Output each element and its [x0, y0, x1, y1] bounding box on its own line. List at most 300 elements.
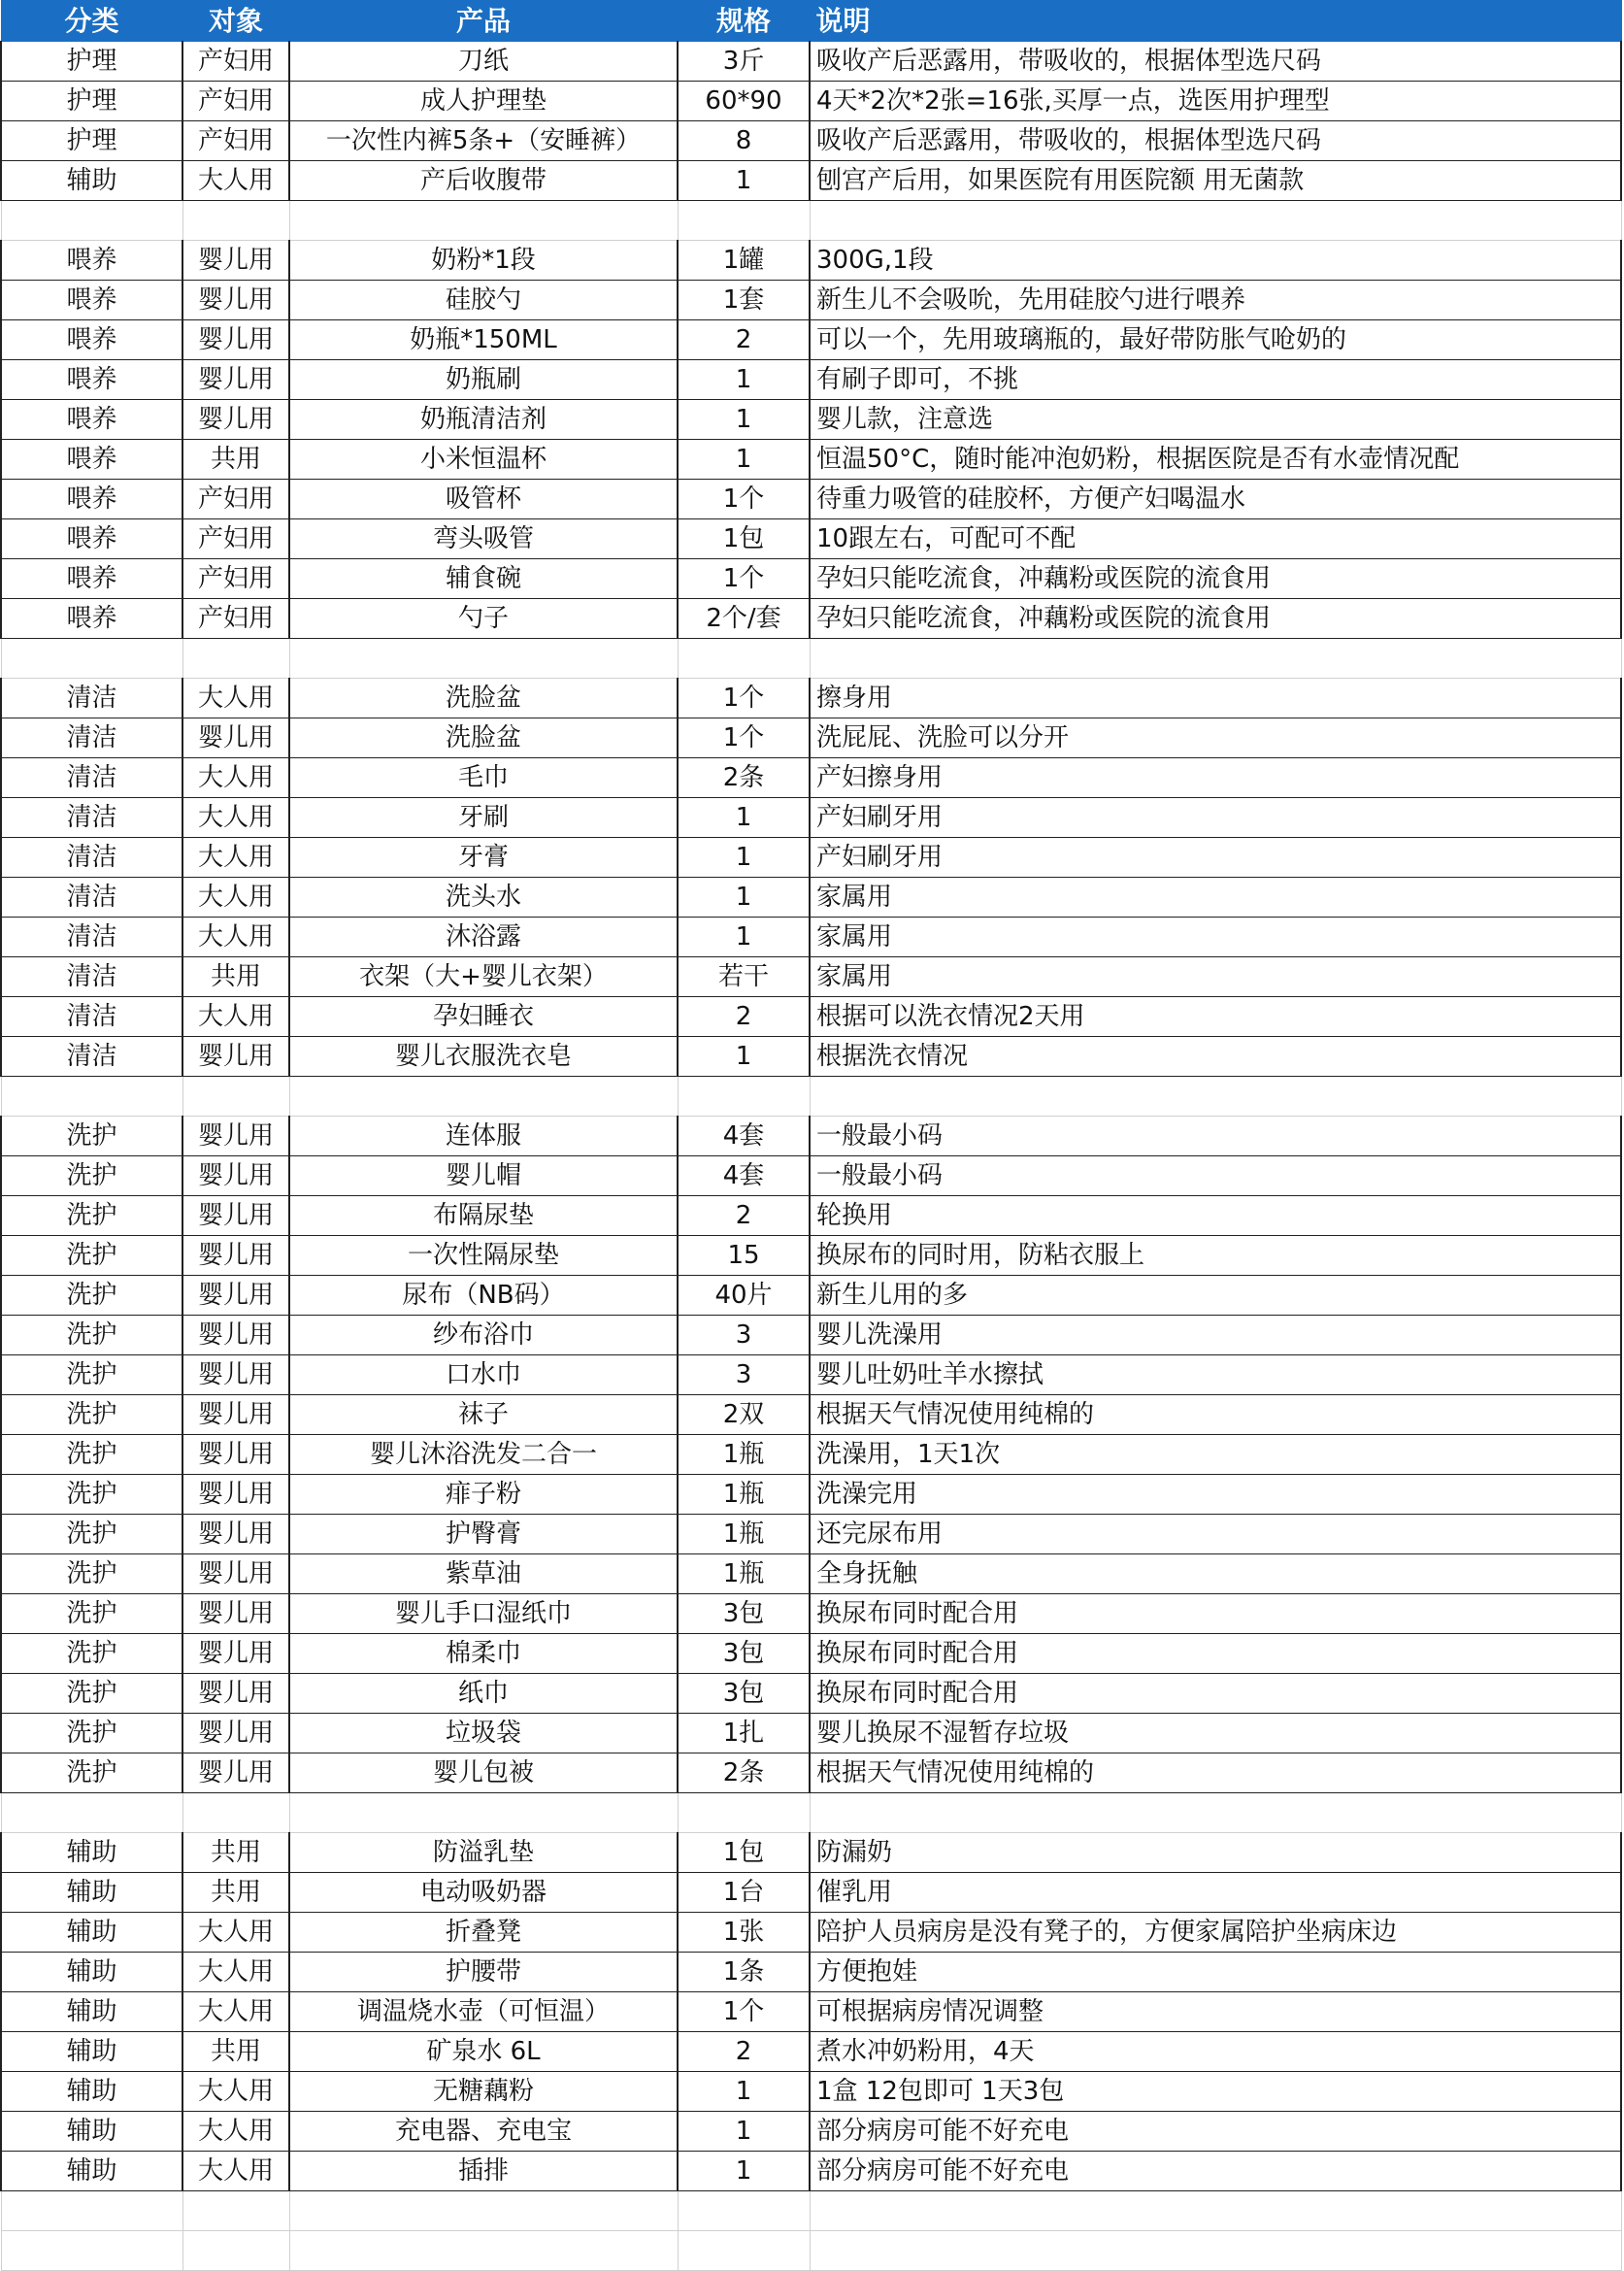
cell-product[interactable]: 衣架（大+婴儿衣架） [289, 957, 678, 997]
cell-spec[interactable]: 1条 [678, 1953, 810, 1992]
cell-product[interactable]: 护臀膏 [289, 1515, 678, 1554]
cell-description[interactable]: 还完尿布用 [810, 1515, 1621, 1554]
empty-cell[interactable] [182, 2191, 289, 2231]
cell-spec[interactable]: 1 [678, 918, 810, 957]
cell-product[interactable]: 奶瓶刷 [289, 360, 678, 400]
cell-category[interactable]: 洗护 [1, 1554, 182, 1594]
empty-cell[interactable] [678, 1077, 810, 1117]
cell-category[interactable]: 辅助 [1, 1833, 182, 1873]
cell-description[interactable]: 根据可以洗衣情况2天用 [810, 997, 1621, 1037]
cell-target[interactable]: 婴儿用 [182, 1276, 289, 1316]
cell-spec[interactable]: 2 [678, 2032, 810, 2072]
empty-cell[interactable] [182, 2231, 289, 2271]
cell-spec[interactable]: 1套 [678, 281, 810, 320]
cell-target[interactable]: 大人用 [182, 1953, 289, 1992]
cell-spec[interactable]: 3包 [678, 1594, 810, 1634]
cell-category[interactable]: 洗护 [1, 1753, 182, 1793]
cell-description[interactable]: 一般最小码 [810, 1156, 1621, 1196]
cell-target[interactable]: 大人用 [182, 838, 289, 878]
cell-description[interactable]: 换尿布同时配合用 [810, 1674, 1621, 1714]
cell-product[interactable]: 刀纸 [289, 42, 678, 82]
cell-target[interactable]: 产妇用 [182, 599, 289, 639]
cell-spec[interactable]: 1包 [678, 1833, 810, 1873]
cell-category[interactable]: 洗护 [1, 1594, 182, 1634]
cell-description[interactable]: 新生儿用的多 [810, 1276, 1621, 1316]
cell-category[interactable]: 洗护 [1, 1156, 182, 1196]
cell-product[interactable]: 折叠凳 [289, 1913, 678, 1953]
cell-target[interactable]: 产妇用 [182, 480, 289, 519]
cell-category[interactable]: 护理 [1, 82, 182, 121]
cell-target[interactable]: 婴儿用 [182, 1554, 289, 1594]
cell-product[interactable]: 口水巾 [289, 1355, 678, 1395]
cell-spec[interactable]: 40片 [678, 1276, 810, 1316]
cell-description[interactable]: 吸收产后恶露用，带吸收的，根据体型选尺码 [810, 42, 1621, 82]
cell-product[interactable]: 一次性内裤5条+（安睡裤） [289, 121, 678, 161]
cell-description[interactable]: 家属用 [810, 918, 1621, 957]
cell-category[interactable]: 喂养 [1, 320, 182, 360]
cell-spec[interactable]: 3 [678, 1316, 810, 1355]
cell-product[interactable]: 勺子 [289, 599, 678, 639]
cell-category[interactable]: 辅助 [1, 161, 182, 201]
cell-product[interactable]: 电动吸奶器 [289, 1873, 678, 1913]
cell-target[interactable]: 共用 [182, 440, 289, 480]
cell-category[interactable]: 洗护 [1, 1674, 182, 1714]
cell-category[interactable]: 护理 [1, 42, 182, 82]
table-row [1, 1634, 1621, 1674]
header-spec[interactable]: 规格 [678, 1, 810, 42]
cell-description[interactable]: 婴儿款，注意选 [810, 400, 1621, 440]
table-row [1, 1395, 1621, 1435]
empty-cell[interactable] [810, 1077, 1621, 1117]
cell-category[interactable]: 洗护 [1, 1276, 182, 1316]
cell-product[interactable]: 孕妇睡衣 [289, 997, 678, 1037]
empty-cell[interactable] [678, 2231, 810, 2271]
cell-category[interactable]: 清洁 [1, 838, 182, 878]
cell-product[interactable]: 小米恒温杯 [289, 440, 678, 480]
empty-cell[interactable] [182, 1793, 289, 1833]
cell-category[interactable]: 清洁 [1, 878, 182, 918]
cell-product[interactable]: 纱布浴巾 [289, 1316, 678, 1355]
cell-spec[interactable]: 1扎 [678, 1714, 810, 1753]
cell-spec[interactable]: 8 [678, 121, 810, 161]
table-row [1, 2112, 1621, 2152]
cell-target[interactable]: 婴儿用 [182, 1316, 289, 1355]
cell-spec[interactable]: 4套 [678, 1156, 810, 1196]
cell-description[interactable]: 煮水冲奶粉用，4天 [810, 2032, 1621, 2072]
cell-target[interactable]: 大人用 [182, 918, 289, 957]
cell-product[interactable]: 无糖藕粉 [289, 2072, 678, 2112]
cell-category[interactable]: 辅助 [1, 2072, 182, 2112]
cell-category[interactable]: 护理 [1, 121, 182, 161]
cell-product[interactable]: 调温烧水壶（可恒温） [289, 1992, 678, 2032]
cell-target[interactable]: 婴儿用 [182, 718, 289, 758]
cell-product[interactable]: 吸管杯 [289, 480, 678, 519]
cell-category[interactable]: 洗护 [1, 1395, 182, 1435]
header-category[interactable]: 分类 [1, 1, 182, 42]
cell-spec[interactable]: 3包 [678, 1634, 810, 1674]
cell-description[interactable]: 产妇刷牙用 [810, 838, 1621, 878]
cell-target[interactable]: 产妇用 [182, 519, 289, 559]
cell-description[interactable]: 换尿布同时配合用 [810, 1634, 1621, 1674]
cell-target[interactable]: 婴儿用 [182, 400, 289, 440]
cell-target[interactable]: 共用 [182, 2032, 289, 2072]
cell-category[interactable]: 喂养 [1, 480, 182, 519]
cell-spec[interactable]: 2 [678, 1196, 810, 1236]
cell-description[interactable]: 家属用 [810, 957, 1621, 997]
cell-description[interactable]: 产妇擦身用 [810, 758, 1621, 798]
cell-spec[interactable]: 3包 [678, 1674, 810, 1714]
table-body [1, 42, 1621, 2271]
cell-spec[interactable]: 1 [678, 2112, 810, 2152]
cell-category[interactable]: 洗护 [1, 1475, 182, 1515]
cell-category[interactable]: 清洁 [1, 1037, 182, 1077]
table-row [1, 1475, 1621, 1515]
cell-description[interactable]: 300G,1段 [810, 241, 1621, 281]
cell-target[interactable]: 婴儿用 [182, 1674, 289, 1714]
cell-product[interactable]: 痱子粉 [289, 1475, 678, 1515]
table-row [1, 599, 1621, 639]
cell-description[interactable]: 家属用 [810, 878, 1621, 918]
empty-cell[interactable] [289, 1077, 678, 1117]
cell-spec[interactable]: 1台 [678, 1873, 810, 1913]
cell-target[interactable]: 婴儿用 [182, 241, 289, 281]
cell-description[interactable]: 全身抚触 [810, 1554, 1621, 1594]
cell-description[interactable]: 新生儿不会吸吮，先用硅胶勺进行喂养 [810, 281, 1621, 320]
cell-product[interactable]: 尿布（NB码） [289, 1276, 678, 1316]
cell-product[interactable]: 布隔尿垫 [289, 1196, 678, 1236]
cell-target[interactable]: 婴儿用 [182, 1714, 289, 1753]
cell-description[interactable]: 4天*2次*2张=16张,买厚一点，选医用护理型 [810, 82, 1621, 121]
cell-target[interactable]: 大人用 [182, 878, 289, 918]
empty-cell[interactable] [182, 1077, 289, 1117]
cell-product[interactable]: 婴儿沐浴洗发二合一 [289, 1435, 678, 1475]
table-row [1, 2152, 1621, 2191]
cell-category[interactable]: 辅助 [1, 2032, 182, 2072]
cell-product[interactable]: 洗脸盆 [289, 718, 678, 758]
cell-product[interactable]: 辅食碗 [289, 559, 678, 599]
cell-category[interactable]: 喂养 [1, 281, 182, 320]
cell-spec[interactable]: 60*90 [678, 82, 810, 121]
cell-target[interactable]: 婴儿用 [182, 1475, 289, 1515]
cell-category[interactable]: 洗护 [1, 1634, 182, 1674]
cell-category[interactable]: 洗护 [1, 1196, 182, 1236]
cell-product[interactable]: 奶粉*1段 [289, 241, 678, 281]
cell-category[interactable]: 清洁 [1, 679, 182, 718]
cell-product[interactable]: 垃圾袋 [289, 1714, 678, 1753]
empty-cell[interactable] [289, 1793, 678, 1833]
cell-category[interactable]: 喂养 [1, 440, 182, 480]
cell-category[interactable]: 洗护 [1, 1355, 182, 1395]
cell-target[interactable]: 大人用 [182, 1913, 289, 1953]
cell-description[interactable]: 可以一个，先用玻璃瓶的，最好带防胀气呛奶的 [810, 320, 1621, 360]
cell-spec[interactable]: 2 [678, 320, 810, 360]
cell-target[interactable]: 大人用 [182, 161, 289, 201]
cell-category[interactable]: 清洁 [1, 997, 182, 1037]
cell-category[interactable]: 喂养 [1, 519, 182, 559]
cell-category[interactable]: 喂养 [1, 400, 182, 440]
cell-product[interactable]: 充电器、充电宝 [289, 2112, 678, 2152]
cell-category[interactable]: 辅助 [1, 1913, 182, 1953]
cell-target[interactable]: 婴儿用 [182, 1156, 289, 1196]
cell-spec[interactable]: 2 [678, 997, 810, 1037]
cell-description[interactable]: 孕妇只能吃流食，冲藕粉或医院的流食用 [810, 599, 1621, 639]
cell-description[interactable]: 洗屁屁、洗脸可以分开 [810, 718, 1621, 758]
cell-description[interactable]: 孕妇只能吃流食，冲藕粉或医院的流食用 [810, 559, 1621, 599]
cell-description[interactable]: 产妇刷牙用 [810, 798, 1621, 838]
cell-product[interactable]: 沐浴露 [289, 918, 678, 957]
cell-spec[interactable]: 1瓶 [678, 1475, 810, 1515]
cell-category[interactable]: 喂养 [1, 360, 182, 400]
cell-target[interactable]: 婴儿用 [182, 1395, 289, 1435]
cell-spec[interactable]: 1 [678, 360, 810, 400]
cell-category[interactable]: 辅助 [1, 1992, 182, 2032]
cell-category[interactable]: 洗护 [1, 1714, 182, 1753]
cell-description[interactable]: 吸收产后恶露用，带吸收的，根据体型选尺码 [810, 121, 1621, 161]
cell-description[interactable]: 根据天气情况使用纯棉的 [810, 1395, 1621, 1435]
cell-spec[interactable]: 1 [678, 161, 810, 201]
empty-cell[interactable] [1, 1077, 182, 1117]
cell-spec[interactable]: 1个 [678, 1992, 810, 2032]
cell-product[interactable]: 硅胶勺 [289, 281, 678, 320]
cell-category[interactable]: 洗护 [1, 1515, 182, 1554]
cell-product[interactable]: 牙膏 [289, 838, 678, 878]
table-row [1, 918, 1621, 957]
empty-cell[interactable] [678, 639, 810, 679]
cell-product[interactable]: 牙刷 [289, 798, 678, 838]
empty-cell[interactable] [1, 2231, 182, 2271]
cell-product[interactable]: 奶瓶清洁剂 [289, 400, 678, 440]
cell-target[interactable]: 产妇用 [182, 42, 289, 82]
cell-target[interactable]: 婴儿用 [182, 1236, 289, 1276]
cell-spec[interactable]: 2条 [678, 758, 810, 798]
cell-product[interactable]: 婴儿帽 [289, 1156, 678, 1196]
cell-target[interactable]: 婴儿用 [182, 1753, 289, 1793]
cell-spec[interactable]: 3 [678, 1355, 810, 1395]
cell-spec[interactable]: 1瓶 [678, 1554, 810, 1594]
cell-spec[interactable]: 1个 [678, 480, 810, 519]
cell-category[interactable]: 辅助 [1, 2152, 182, 2191]
cell-product[interactable]: 产后收腹带 [289, 161, 678, 201]
cell-target[interactable]: 产妇用 [182, 559, 289, 599]
empty-cell[interactable] [182, 639, 289, 679]
cell-spec[interactable]: 1 [678, 798, 810, 838]
header-target[interactable]: 对象 [182, 1, 289, 42]
cell-product[interactable]: 连体服 [289, 1117, 678, 1156]
cell-description[interactable]: 轮换用 [810, 1196, 1621, 1236]
cell-target[interactable]: 婴儿用 [182, 1037, 289, 1077]
cell-description[interactable]: 陪护人员病房是没有凳子的，方便家属陪护坐病床边 [810, 1913, 1621, 1953]
cell-target[interactable]: 产妇用 [182, 82, 289, 121]
cell-description[interactable]: 部分病房可能不好充电 [810, 2152, 1621, 2191]
cell-target[interactable]: 婴儿用 [182, 1355, 289, 1395]
cell-target[interactable]: 婴儿用 [182, 1196, 289, 1236]
cell-product[interactable]: 奶瓶*150ML [289, 320, 678, 360]
cell-target[interactable]: 共用 [182, 1833, 289, 1873]
cell-spec[interactable]: 若干 [678, 957, 810, 997]
cell-spec[interactable]: 1 [678, 400, 810, 440]
cell-product[interactable]: 袜子 [289, 1395, 678, 1435]
empty-cell[interactable] [289, 639, 678, 679]
table-row [1, 281, 1621, 320]
cell-target[interactable]: 共用 [182, 1873, 289, 1913]
cell-spec[interactable]: 1瓶 [678, 1515, 810, 1554]
cell-product[interactable]: 洗脸盆 [289, 679, 678, 718]
header-product[interactable]: 产品 [289, 1, 678, 42]
cell-description[interactable]: 有刷子即可，不挑 [810, 360, 1621, 400]
table-row [1, 1753, 1621, 1793]
cell-description[interactable]: 婴儿吐奶吐羊水擦拭 [810, 1355, 1621, 1395]
cell-spec[interactable]: 1 [678, 878, 810, 918]
cell-description[interactable]: 换尿布的同时用，防粘衣服上 [810, 1236, 1621, 1276]
cell-spec[interactable]: 1包 [678, 519, 810, 559]
cell-product[interactable]: 弯头吸管 [289, 519, 678, 559]
cell-target[interactable]: 婴儿用 [182, 1515, 289, 1554]
cell-spec[interactable]: 2双 [678, 1395, 810, 1435]
cell-product[interactable]: 洗头水 [289, 878, 678, 918]
empty-cell[interactable] [1, 639, 182, 679]
cell-spec[interactable]: 2个/套 [678, 599, 810, 639]
cell-category[interactable]: 洗护 [1, 1117, 182, 1156]
cell-target[interactable]: 婴儿用 [182, 1594, 289, 1634]
cell-category[interactable]: 清洁 [1, 957, 182, 997]
cell-target[interactable]: 大人用 [182, 1992, 289, 2032]
cell-target[interactable]: 大人用 [182, 2152, 289, 2191]
cell-target[interactable]: 共用 [182, 957, 289, 997]
header-description[interactable]: 说明 [810, 1, 1621, 42]
empty-cell[interactable] [289, 201, 678, 241]
empty-cell[interactable] [182, 201, 289, 241]
cell-spec[interactable]: 1 [678, 838, 810, 878]
cell-description[interactable]: 根据天气情况使用纯棉的 [810, 1753, 1621, 1793]
cell-description[interactable]: 部分病房可能不好充电 [810, 2112, 1621, 2152]
cell-spec[interactable]: 1张 [678, 1913, 810, 1953]
cell-spec[interactable]: 1个 [678, 718, 810, 758]
cell-spec[interactable]: 1瓶 [678, 1435, 810, 1475]
cell-category[interactable]: 辅助 [1, 1873, 182, 1913]
cell-category[interactable]: 喂养 [1, 599, 182, 639]
empty-cell[interactable] [810, 2191, 1621, 2231]
cell-target[interactable]: 婴儿用 [182, 281, 289, 320]
table-row [1, 2032, 1621, 2072]
table-row [1, 1276, 1621, 1316]
cell-target[interactable]: 婴儿用 [182, 1117, 289, 1156]
cell-description[interactable]: 婴儿洗澡用 [810, 1316, 1621, 1355]
empty-cell[interactable] [810, 639, 1621, 679]
cell-spec[interactable]: 3斤 [678, 42, 810, 82]
cell-description[interactable]: 防漏奶 [810, 1833, 1621, 1873]
cell-spec[interactable]: 4套 [678, 1117, 810, 1156]
cell-category[interactable]: 喂养 [1, 559, 182, 599]
cell-product[interactable]: 插排 [289, 2152, 678, 2191]
cell-target[interactable]: 产妇用 [182, 121, 289, 161]
cell-description[interactable]: 洗澡用，1天1次 [810, 1435, 1621, 1475]
cell-product[interactable]: 紫草油 [289, 1554, 678, 1594]
cell-product[interactable]: 棉柔巾 [289, 1634, 678, 1674]
cell-target[interactable]: 婴儿用 [182, 1634, 289, 1674]
cell-description[interactable]: 恒温50°C，随时能冲泡奶粉，根据医院是否有水壶情况配 [810, 440, 1621, 480]
blank-row [1, 2231, 1621, 2271]
cell-target[interactable]: 婴儿用 [182, 1435, 289, 1475]
cell-category[interactable]: 清洁 [1, 918, 182, 957]
cell-description[interactable]: 10跟左右，可配可不配 [810, 519, 1621, 559]
cell-product[interactable]: 婴儿包被 [289, 1753, 678, 1793]
cell-product[interactable]: 毛巾 [289, 758, 678, 798]
cell-description[interactable]: 待重力吸管的硅胶杯，方便产妇喝温水 [810, 480, 1621, 519]
cell-spec[interactable]: 1 [678, 2072, 810, 2112]
cell-category[interactable]: 洗护 [1, 1236, 182, 1276]
cell-product[interactable]: 防溢乳垫 [289, 1833, 678, 1873]
cell-product[interactable]: 婴儿手口湿纸巾 [289, 1594, 678, 1634]
blank-row [1, 1793, 1621, 1833]
cell-product[interactable]: 纸巾 [289, 1674, 678, 1714]
empty-cell[interactable] [1, 1793, 182, 1833]
cell-spec[interactable]: 1 [678, 2152, 810, 2191]
cell-spec[interactable]: 1 [678, 440, 810, 480]
cell-description[interactable]: 洗澡完用 [810, 1475, 1621, 1515]
cell-product[interactable]: 护腰带 [289, 1953, 678, 1992]
cell-product[interactable]: 婴儿衣服洗衣皂 [289, 1037, 678, 1077]
cell-description[interactable]: 可根据病房情况调整 [810, 1992, 1621, 2032]
cell-description[interactable]: 婴儿换尿不湿暂存垃圾 [810, 1714, 1621, 1753]
cell-spec[interactable]: 1个 [678, 679, 810, 718]
cell-category[interactable]: 喂养 [1, 241, 182, 281]
cell-description[interactable]: 擦身用 [810, 679, 1621, 718]
cell-description[interactable]: 催乳用 [810, 1873, 1621, 1913]
cell-target[interactable]: 大人用 [182, 997, 289, 1037]
cell-category[interactable]: 洗护 [1, 1435, 182, 1475]
empty-cell[interactable] [289, 2231, 678, 2271]
cell-category[interactable]: 清洁 [1, 758, 182, 798]
cell-category[interactable]: 清洁 [1, 798, 182, 838]
cell-spec[interactable]: 1罐 [678, 241, 810, 281]
cell-spec[interactable]: 1个 [678, 559, 810, 599]
cell-description[interactable]: 方便抱娃 [810, 1953, 1621, 1992]
cell-target[interactable]: 婴儿用 [182, 360, 289, 400]
empty-cell[interactable] [678, 1793, 810, 1833]
empty-cell[interactable] [1, 2191, 182, 2231]
empty-cell[interactable] [1, 201, 182, 241]
cell-target[interactable]: 大人用 [182, 2112, 289, 2152]
cell-target[interactable]: 大人用 [182, 679, 289, 718]
cell-category[interactable]: 洗护 [1, 1316, 182, 1355]
empty-cell[interactable] [810, 1793, 1621, 1833]
cell-target[interactable]: 婴儿用 [182, 320, 289, 360]
empty-cell[interactable] [810, 2231, 1621, 2271]
cell-description[interactable]: 刨宫产后用，如果医院有用医院额 用无菌款 [810, 161, 1621, 201]
cell-category[interactable]: 辅助 [1, 1953, 182, 1992]
cell-description[interactable]: 一般最小码 [810, 1117, 1621, 1156]
cell-category[interactable]: 辅助 [1, 2112, 182, 2152]
cell-product[interactable]: 成人护理垫 [289, 82, 678, 121]
cell-target[interactable]: 大人用 [182, 758, 289, 798]
cell-description[interactable]: 1盒 12包即可 1天3包 [810, 2072, 1621, 2112]
cell-target[interactable]: 大人用 [182, 798, 289, 838]
cell-product[interactable]: 一次性隔尿垫 [289, 1236, 678, 1276]
cell-spec[interactable]: 1 [678, 1037, 810, 1077]
cell-target[interactable]: 大人用 [182, 2072, 289, 2112]
cell-description[interactable]: 换尿布同时配合用 [810, 1594, 1621, 1634]
cell-spec[interactable]: 15 [678, 1236, 810, 1276]
cell-product[interactable]: 矿泉水 6L [289, 2032, 678, 2072]
cell-spec[interactable]: 2条 [678, 1753, 810, 1793]
cell-description[interactable]: 根据洗衣情况 [810, 1037, 1621, 1077]
table-row [1, 440, 1621, 480]
empty-cell[interactable] [678, 2191, 810, 2231]
cell-category[interactable]: 清洁 [1, 718, 182, 758]
empty-cell[interactable] [678, 201, 810, 241]
empty-cell[interactable] [810, 201, 1621, 241]
empty-cell[interactable] [289, 2191, 678, 2231]
